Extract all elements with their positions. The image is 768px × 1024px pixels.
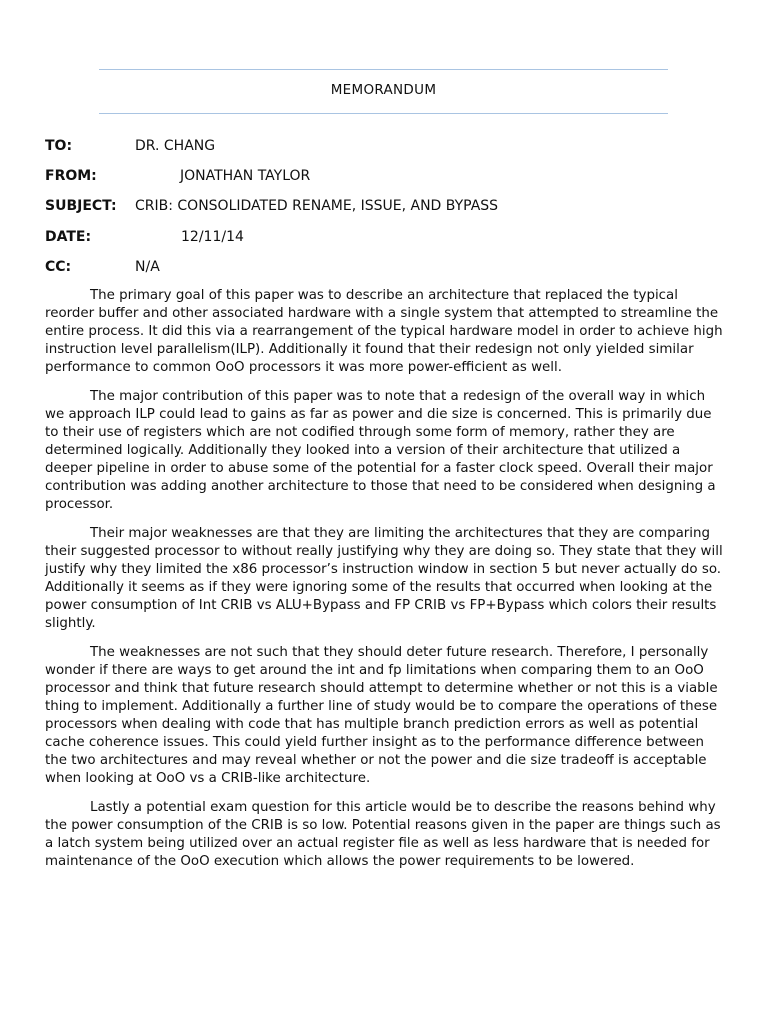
cc-value: N/A <box>135 259 160 275</box>
header-bottom-rule <box>99 113 668 114</box>
to-value: DR. CHANG <box>135 138 216 154</box>
date-label: DATE: <box>45 229 92 245</box>
body-paragraph-weaknesses: Their major weaknesses are that they are limiting the architectures that they are comparing their suggested processor to without really justifying why they are doing so. They state that they will justify why they limited the x86 processor’s instruction window in section 5 but never actually do so. Additionally it seems as if they were ignoring some of the results that occurred when looking at the power consumption of Int CRIB vs ALU+Bypass and FP CRIB vs FP+Bypass which colors their results slightly. <box>45 526 723 631</box>
memo-title: MEMORANDUM <box>330 82 437 98</box>
body-paragraph-goal: The primary goal of this paper was to describe an architecture that replaced the typical reorder buffer and other associated hardware with a single system that attempted to streamline the entire process. It did this via a rearrangement of the typical hardware model in order to achieve high instruction level parallelism(ILP). Additionally it found that their redesign not only yielded similar performance to common OoO processors it was more power-efficient as well. <box>45 288 723 375</box>
body-paragraph-exam-question: Lastly a potential exam question for this article would be to describe the reasons behind why the power consumption of the CRIB is so low. Potential reasons given in the paper are things such as a latch system being utilized over an actual register file as well as less hardware that is needed for maintenance of the OoO execution which allows the power requirements to be lowered. <box>45 800 721 869</box>
cc-label: CC: <box>45 259 72 275</box>
body-paragraph-future-research: The weaknesses are not such that they should deter future research. Therefore, I personally wonder if there are ways to get around the int and fp limitations when comparing them to an OoO processor and think that future research should attempt to determine whether or not this is a viable thing to implement. Additionally a further line of study would be to compare the operations of these processors when dealing with code that has multiple branch prediction errors as well as potential cache coherence issues. This could yield further insight as to the performance difference between the two architectures and may reveal whether or not the power and die size tradeoff is acceptable when looking at OoO vs a CRIB-like architecture. <box>45 645 718 786</box>
memo-body <box>45 287 725 882</box>
date-value: 12/11/14 <box>181 229 244 245</box>
from-value: JONATHAN TAYLOR <box>180 168 311 184</box>
subject-label: SUBJECT: <box>45 198 117 214</box>
body-paragraph-contribution: The major contribution of this paper was to note that a redesign of the overall way in which we approach ILP could lead to gains as far as power and die size is concerned. This is primarily due to their use of registers which are not codified through some form of memory, rather they are determined logically. Additionally they looked into a version of their architecture that utilized a deeper pipeline in order to abuse some of the potential for a faster clock speed. Overall their major contribution was adding another architecture to those that need to be considered when designing a processor. <box>45 389 716 512</box>
header-top-rule <box>99 69 668 70</box>
to-label: TO: <box>45 138 73 154</box>
subject-value: CRIB: CONSOLIDATED RENAME, ISSUE, AND BYPASS <box>135 198 499 214</box>
from-label: FROM: <box>45 168 97 184</box>
